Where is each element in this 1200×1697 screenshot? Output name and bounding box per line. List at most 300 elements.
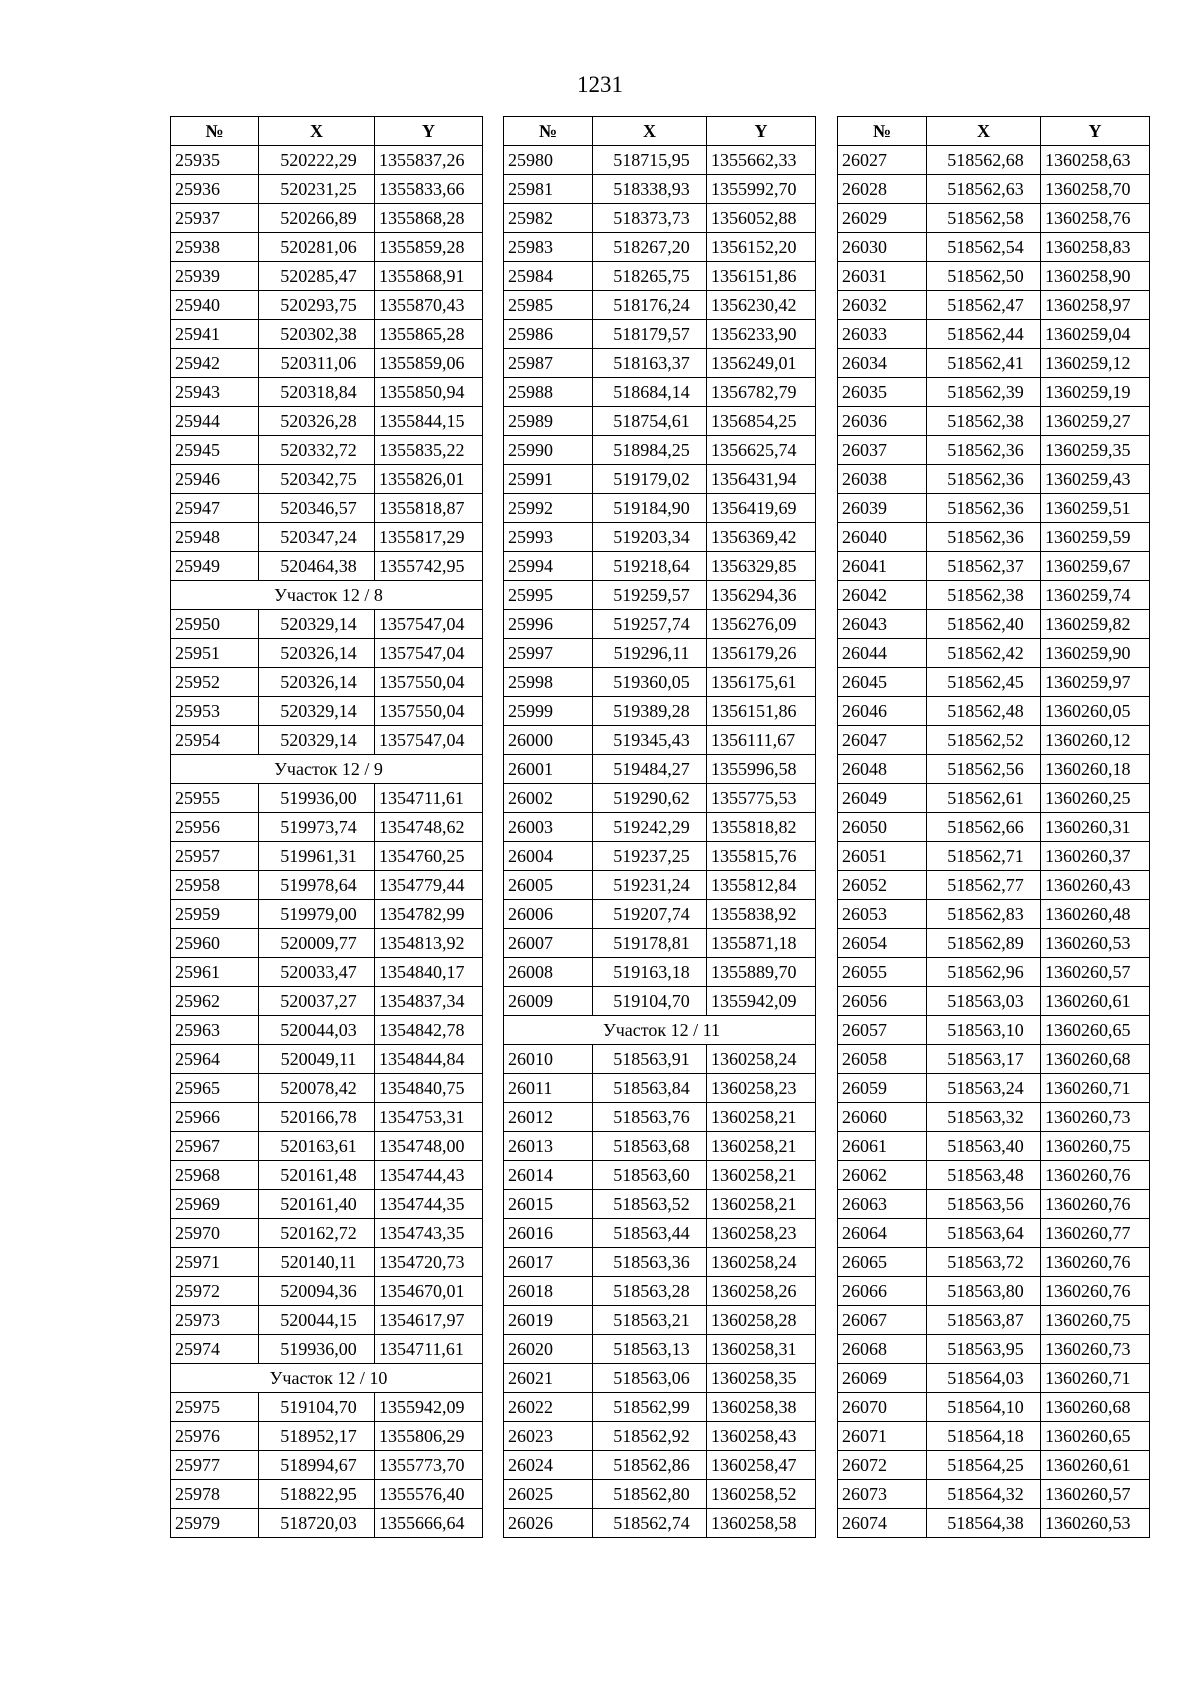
table-row <box>838 1219 1150 1248</box>
y-coordinate-cell: 1355773,70 <box>375 1451 483 1480</box>
table-row <box>504 929 816 958</box>
point-number-cell: 26017 <box>504 1248 593 1277</box>
x-coordinate-cell: 520329,14 <box>259 610 375 639</box>
x-coordinate-cell: 518562,48 <box>927 697 1041 726</box>
x-coordinate-cell: 518563,87 <box>927 1306 1041 1335</box>
point-number-cell: 25939 <box>171 262 259 291</box>
x-coordinate-cell: 518563,52 <box>593 1190 707 1219</box>
table-row <box>838 407 1150 436</box>
table-row <box>504 146 816 175</box>
x-coordinate-cell: 518562,68 <box>927 146 1041 175</box>
point-number-cell: 25936 <box>171 175 259 204</box>
header-x: X <box>259 117 375 146</box>
table-row <box>171 1132 483 1161</box>
x-coordinate-cell: 518562,92 <box>593 1422 707 1451</box>
table-row <box>838 1045 1150 1074</box>
point-number-cell: 25971 <box>171 1248 259 1277</box>
y-coordinate-cell: 1355868,28 <box>375 204 483 233</box>
point-number-cell: 25964 <box>171 1045 259 1074</box>
y-coordinate-cell: 1360260,61 <box>1041 1451 1150 1480</box>
point-number-cell: 26018 <box>504 1277 593 1306</box>
y-coordinate-cell: 1354840,17 <box>375 958 483 987</box>
point-number-cell: 25968 <box>171 1161 259 1190</box>
x-coordinate-cell: 520342,75 <box>259 465 375 494</box>
x-coordinate-cell: 520049,11 <box>259 1045 375 1074</box>
section-row <box>504 1016 816 1045</box>
point-number-cell: 26061 <box>838 1132 927 1161</box>
table-row <box>504 1306 816 1335</box>
point-number-cell: 25937 <box>171 204 259 233</box>
y-coordinate-cell: 1360259,51 <box>1041 494 1150 523</box>
x-coordinate-cell: 520161,48 <box>259 1161 375 1190</box>
point-number-cell: 26025 <box>504 1480 593 1509</box>
y-coordinate-cell: 1360258,24 <box>707 1045 816 1074</box>
y-coordinate-cell: 1355844,15 <box>375 407 483 436</box>
table-row <box>838 523 1150 552</box>
table-row <box>504 1480 816 1509</box>
point-number-cell: 26038 <box>838 465 927 494</box>
y-coordinate-cell: 1360260,12 <box>1041 726 1150 755</box>
point-number-cell: 25990 <box>504 436 593 465</box>
y-coordinate-cell: 1355871,18 <box>707 929 816 958</box>
table-row <box>171 900 483 929</box>
x-coordinate-cell: 518563,17 <box>927 1045 1041 1074</box>
point-number-cell: 25965 <box>171 1074 259 1103</box>
y-coordinate-cell: 1360260,61 <box>1041 987 1150 1016</box>
point-number-cell: 26043 <box>838 610 927 639</box>
y-coordinate-cell: 1357550,04 <box>375 697 483 726</box>
point-number-cell: 26015 <box>504 1190 593 1219</box>
x-coordinate-cell: 519360,05 <box>593 668 707 697</box>
point-number-cell: 26004 <box>504 842 593 871</box>
point-number-cell: 26065 <box>838 1248 927 1277</box>
table-row <box>838 1132 1150 1161</box>
y-coordinate-cell: 1356052,88 <box>707 204 816 233</box>
table-row <box>838 610 1150 639</box>
y-coordinate-cell: 1360259,74 <box>1041 581 1150 610</box>
y-coordinate-cell: 1360259,97 <box>1041 668 1150 697</box>
x-coordinate-cell: 519104,70 <box>593 987 707 1016</box>
x-coordinate-cell: 518563,84 <box>593 1074 707 1103</box>
table-row <box>838 958 1150 987</box>
header-number: № <box>838 117 927 146</box>
y-coordinate-cell: 1357547,04 <box>375 610 483 639</box>
y-coordinate-cell: 1354744,35 <box>375 1190 483 1219</box>
point-number-cell: 26067 <box>838 1306 927 1335</box>
y-coordinate-cell: 1360259,04 <box>1041 320 1150 349</box>
table-row <box>504 842 816 871</box>
x-coordinate-cell: 518563,24 <box>927 1074 1041 1103</box>
y-coordinate-cell: 1356111,67 <box>707 726 816 755</box>
y-coordinate-cell: 1354743,35 <box>375 1219 483 1248</box>
x-coordinate-cell: 518562,89 <box>927 929 1041 958</box>
x-coordinate-cell: 518563,64 <box>927 1219 1041 1248</box>
table-row <box>504 1161 816 1190</box>
x-coordinate-cell: 519184,90 <box>593 494 707 523</box>
x-coordinate-cell: 520163,61 <box>259 1132 375 1161</box>
table-row <box>838 784 1150 813</box>
x-coordinate-cell: 518265,75 <box>593 262 707 291</box>
x-coordinate-cell: 518562,99 <box>593 1393 707 1422</box>
table-row <box>504 465 816 494</box>
point-number-cell: 26071 <box>838 1422 927 1451</box>
y-coordinate-cell: 1354782,99 <box>375 900 483 929</box>
y-coordinate-cell: 1360260,75 <box>1041 1306 1150 1335</box>
y-coordinate-cell: 1357550,04 <box>375 668 483 697</box>
table-row <box>171 349 483 378</box>
point-number-cell: 25987 <box>504 349 593 378</box>
x-coordinate-cell: 520161,40 <box>259 1190 375 1219</box>
table-header-row <box>171 117 483 146</box>
y-coordinate-cell: 1360260,18 <box>1041 755 1150 784</box>
header-number: № <box>171 117 259 146</box>
x-coordinate-cell: 518564,18 <box>927 1422 1041 1451</box>
table-row <box>504 436 816 465</box>
y-coordinate-cell: 1357547,04 <box>375 639 483 668</box>
coordinates-table-1 <box>170 116 483 1538</box>
table-row <box>504 523 816 552</box>
point-number-cell: 26056 <box>838 987 927 1016</box>
y-coordinate-cell: 1356151,86 <box>707 262 816 291</box>
x-coordinate-cell: 518562,39 <box>927 378 1041 407</box>
point-number-cell: 26053 <box>838 900 927 929</box>
y-coordinate-cell: 1354744,43 <box>375 1161 483 1190</box>
y-coordinate-cell: 1355666,64 <box>375 1509 483 1538</box>
table-row <box>504 378 816 407</box>
x-coordinate-cell: 518563,28 <box>593 1277 707 1306</box>
table-row <box>838 146 1150 175</box>
x-coordinate-cell: 518562,54 <box>927 233 1041 262</box>
table-row <box>504 900 816 929</box>
point-number-cell: 25948 <box>171 523 259 552</box>
point-number-cell: 25972 <box>171 1277 259 1306</box>
point-number-cell: 26000 <box>504 726 593 755</box>
table-row <box>504 784 816 813</box>
y-coordinate-cell: 1356329,85 <box>707 552 816 581</box>
page-number: 1231 <box>577 72 623 97</box>
y-coordinate-cell: 1360260,76 <box>1041 1277 1150 1306</box>
table-row <box>504 755 816 784</box>
y-coordinate-cell: 1360260,57 <box>1041 1480 1150 1509</box>
point-number-cell: 25955 <box>171 784 259 813</box>
x-coordinate-cell: 518562,45 <box>927 668 1041 697</box>
table-row <box>504 871 816 900</box>
point-number-cell: 26042 <box>838 581 927 610</box>
x-coordinate-cell: 520302,38 <box>259 320 375 349</box>
y-coordinate-cell: 1356175,61 <box>707 668 816 697</box>
table-row <box>838 668 1150 697</box>
point-number-cell: 26032 <box>838 291 927 320</box>
table-row <box>504 1422 816 1451</box>
table-row <box>504 987 816 1016</box>
header-y: Y <box>375 117 483 146</box>
table-row <box>171 1074 483 1103</box>
y-coordinate-cell: 1360260,53 <box>1041 1509 1150 1538</box>
y-coordinate-cell: 1360258,24 <box>707 1248 816 1277</box>
x-coordinate-cell: 519104,70 <box>259 1393 375 1422</box>
table-row <box>838 813 1150 842</box>
x-coordinate-cell: 518754,61 <box>593 407 707 436</box>
point-number-cell: 25984 <box>504 262 593 291</box>
y-coordinate-cell: 1355992,70 <box>707 175 816 204</box>
table-row <box>838 697 1150 726</box>
section-title: Участок 12 / 8 <box>171 581 483 610</box>
table-row <box>171 1422 483 1451</box>
table-row <box>171 1103 483 1132</box>
x-coordinate-cell: 519936,00 <box>259 1335 375 1364</box>
point-number-cell: 25996 <box>504 610 593 639</box>
x-coordinate-cell: 518684,14 <box>593 378 707 407</box>
y-coordinate-cell: 1354842,78 <box>375 1016 483 1045</box>
x-coordinate-cell: 519237,25 <box>593 842 707 871</box>
point-number-cell: 26008 <box>504 958 593 987</box>
table-row <box>504 1103 816 1132</box>
y-coordinate-cell: 1354711,61 <box>375 1335 483 1364</box>
point-number-cell: 26074 <box>838 1509 927 1538</box>
y-coordinate-cell: 1356230,42 <box>707 291 816 320</box>
table-row <box>838 291 1150 320</box>
table-row <box>171 929 483 958</box>
table-row <box>171 668 483 697</box>
table-row <box>504 581 816 610</box>
x-coordinate-cell: 518562,41 <box>927 349 1041 378</box>
x-coordinate-cell: 520318,84 <box>259 378 375 407</box>
table-row <box>171 958 483 987</box>
x-coordinate-cell: 520222,29 <box>259 146 375 175</box>
x-coordinate-cell: 520044,03 <box>259 1016 375 1045</box>
table-row <box>171 523 483 552</box>
point-number-cell: 26072 <box>838 1451 927 1480</box>
y-coordinate-cell: 1355833,66 <box>375 175 483 204</box>
point-number-cell: 25978 <box>171 1480 259 1509</box>
y-coordinate-cell: 1360258,43 <box>707 1422 816 1451</box>
y-coordinate-cell: 1355817,29 <box>375 523 483 552</box>
y-coordinate-cell: 1360260,43 <box>1041 871 1150 900</box>
x-coordinate-cell: 519163,18 <box>593 958 707 987</box>
point-number-cell: 26006 <box>504 900 593 929</box>
y-coordinate-cell: 1354748,62 <box>375 813 483 842</box>
table-row <box>171 1393 483 1422</box>
table-row <box>838 581 1150 610</box>
table-row <box>171 987 483 1016</box>
table-row <box>838 262 1150 291</box>
x-coordinate-cell: 520037,27 <box>259 987 375 1016</box>
section-title: Участок 12 / 9 <box>171 755 483 784</box>
table-row <box>171 871 483 900</box>
point-number-cell: 25966 <box>171 1103 259 1132</box>
point-number-cell: 26036 <box>838 407 927 436</box>
point-number-cell: 25975 <box>171 1393 259 1422</box>
x-coordinate-cell: 519178,81 <box>593 929 707 958</box>
table-row <box>838 1277 1150 1306</box>
y-coordinate-cell: 1360259,12 <box>1041 349 1150 378</box>
table-row <box>171 1451 483 1480</box>
table-body <box>171 146 483 1538</box>
x-coordinate-cell: 518563,72 <box>927 1248 1041 1277</box>
x-coordinate-cell: 519231,24 <box>593 871 707 900</box>
x-coordinate-cell: 518563,44 <box>593 1219 707 1248</box>
table-row <box>504 262 816 291</box>
point-number-cell: 26023 <box>504 1422 593 1451</box>
x-coordinate-cell: 518715,95 <box>593 146 707 175</box>
table-row <box>504 349 816 378</box>
x-coordinate-cell: 518373,73 <box>593 204 707 233</box>
y-coordinate-cell: 1354617,97 <box>375 1306 483 1335</box>
y-coordinate-cell: 1356249,01 <box>707 349 816 378</box>
table-row <box>838 639 1150 668</box>
x-coordinate-cell: 519179,02 <box>593 465 707 494</box>
x-coordinate-cell: 518562,74 <box>593 1509 707 1538</box>
x-coordinate-cell: 519936,00 <box>259 784 375 813</box>
x-coordinate-cell: 519345,43 <box>593 726 707 755</box>
table-row <box>838 1161 1150 1190</box>
y-coordinate-cell: 1355859,06 <box>375 349 483 378</box>
header-y: Y <box>707 117 816 146</box>
point-number-cell: 25980 <box>504 146 593 175</box>
x-coordinate-cell: 519218,64 <box>593 552 707 581</box>
x-coordinate-cell: 520347,24 <box>259 523 375 552</box>
x-coordinate-cell: 518176,24 <box>593 291 707 320</box>
x-coordinate-cell: 518267,20 <box>593 233 707 262</box>
x-coordinate-cell: 520044,15 <box>259 1306 375 1335</box>
y-coordinate-cell: 1356419,69 <box>707 494 816 523</box>
x-coordinate-cell: 520293,75 <box>259 291 375 320</box>
y-coordinate-cell: 1355818,82 <box>707 813 816 842</box>
table-row <box>504 1248 816 1277</box>
point-number-cell: 25992 <box>504 494 593 523</box>
point-number-cell: 25995 <box>504 581 593 610</box>
table-row <box>838 204 1150 233</box>
point-number-cell: 26021 <box>504 1364 593 1393</box>
point-number-cell: 25956 <box>171 813 259 842</box>
point-number-cell: 25999 <box>504 697 593 726</box>
y-coordinate-cell: 1360258,23 <box>707 1219 816 1248</box>
x-coordinate-cell: 518562,86 <box>593 1451 707 1480</box>
point-number-cell: 25989 <box>504 407 593 436</box>
x-coordinate-cell: 518338,93 <box>593 175 707 204</box>
y-coordinate-cell: 1360258,28 <box>707 1306 816 1335</box>
table-row <box>838 175 1150 204</box>
table-row <box>838 1074 1150 1103</box>
y-coordinate-cell: 1356152,20 <box>707 233 816 262</box>
x-coordinate-cell: 519207,74 <box>593 900 707 929</box>
x-coordinate-cell: 520326,14 <box>259 668 375 697</box>
point-number-cell: 26039 <box>838 494 927 523</box>
table-header-row <box>504 117 816 146</box>
y-coordinate-cell: 1360259,43 <box>1041 465 1150 494</box>
y-coordinate-cell: 1356369,42 <box>707 523 816 552</box>
point-number-cell: 26055 <box>838 958 927 987</box>
y-coordinate-cell: 1360260,71 <box>1041 1364 1150 1393</box>
y-coordinate-cell: 1355576,40 <box>375 1480 483 1509</box>
point-number-cell: 25985 <box>504 291 593 320</box>
table-row <box>504 1132 816 1161</box>
point-number-cell: 25991 <box>504 465 593 494</box>
y-coordinate-cell: 1360258,52 <box>707 1480 816 1509</box>
table-row <box>838 349 1150 378</box>
table-row <box>171 175 483 204</box>
y-coordinate-cell: 1355865,28 <box>375 320 483 349</box>
table-row <box>838 755 1150 784</box>
point-number-cell: 26007 <box>504 929 593 958</box>
table-row <box>838 1509 1150 1538</box>
x-coordinate-cell: 520326,14 <box>259 639 375 668</box>
point-number-cell: 26026 <box>504 1509 593 1538</box>
table-row <box>504 1277 816 1306</box>
table-row <box>504 494 816 523</box>
y-coordinate-cell: 1355806,29 <box>375 1422 483 1451</box>
point-number-cell: 25994 <box>504 552 593 581</box>
table-row <box>171 1335 483 1364</box>
x-coordinate-cell: 518563,03 <box>927 987 1041 1016</box>
x-coordinate-cell: 518562,36 <box>927 436 1041 465</box>
x-coordinate-cell: 518952,17 <box>259 1422 375 1451</box>
point-number-cell: 26054 <box>838 929 927 958</box>
table-row <box>838 378 1150 407</box>
x-coordinate-cell: 518562,50 <box>927 262 1041 291</box>
x-coordinate-cell: 519290,62 <box>593 784 707 813</box>
y-coordinate-cell: 1360258,70 <box>1041 175 1150 204</box>
x-coordinate-cell: 520140,11 <box>259 1248 375 1277</box>
y-coordinate-cell: 1360258,76 <box>1041 204 1150 233</box>
point-number-cell: 25960 <box>171 929 259 958</box>
point-number-cell: 26060 <box>838 1103 927 1132</box>
table-row <box>504 726 816 755</box>
y-coordinate-cell: 1356625,74 <box>707 436 816 465</box>
table-row <box>171 204 483 233</box>
section-title: Участок 12 / 11 <box>504 1016 816 1045</box>
point-number-cell: 26066 <box>838 1277 927 1306</box>
y-coordinate-cell: 1354844,84 <box>375 1045 483 1074</box>
y-coordinate-cell: 1360258,21 <box>707 1103 816 1132</box>
table-row <box>171 233 483 262</box>
table-row <box>838 552 1150 581</box>
y-coordinate-cell: 1360260,48 <box>1041 900 1150 929</box>
y-coordinate-cell: 1355889,70 <box>707 958 816 987</box>
y-coordinate-cell: 1360258,83 <box>1041 233 1150 262</box>
table-row <box>171 1248 483 1277</box>
table-row <box>504 320 816 349</box>
x-coordinate-cell: 518563,13 <box>593 1335 707 1364</box>
x-coordinate-cell: 518563,91 <box>593 1045 707 1074</box>
point-number-cell: 26014 <box>504 1161 593 1190</box>
y-coordinate-cell: 1360260,25 <box>1041 784 1150 813</box>
table-row <box>171 494 483 523</box>
point-number-cell: 25950 <box>171 610 259 639</box>
y-coordinate-cell: 1360260,68 <box>1041 1045 1150 1074</box>
table-row <box>838 1248 1150 1277</box>
header-number: № <box>504 117 593 146</box>
point-number-cell: 26068 <box>838 1335 927 1364</box>
table-row <box>171 1277 483 1306</box>
x-coordinate-cell: 520326,28 <box>259 407 375 436</box>
point-number-cell: 25976 <box>171 1422 259 1451</box>
x-coordinate-cell: 520266,89 <box>259 204 375 233</box>
y-coordinate-cell: 1354779,44 <box>375 871 483 900</box>
header-x: X <box>927 117 1041 146</box>
point-number-cell: 26035 <box>838 378 927 407</box>
point-number-cell: 26049 <box>838 784 927 813</box>
table-row <box>838 1393 1150 1422</box>
y-coordinate-cell: 1360260,71 <box>1041 1074 1150 1103</box>
x-coordinate-cell: 520346,57 <box>259 494 375 523</box>
y-coordinate-cell: 1360258,63 <box>1041 146 1150 175</box>
table-row <box>504 639 816 668</box>
point-number-cell: 25935 <box>171 146 259 175</box>
point-number-cell: 26045 <box>838 668 927 697</box>
y-coordinate-cell: 1356179,26 <box>707 639 816 668</box>
point-number-cell: 26030 <box>838 233 927 262</box>
